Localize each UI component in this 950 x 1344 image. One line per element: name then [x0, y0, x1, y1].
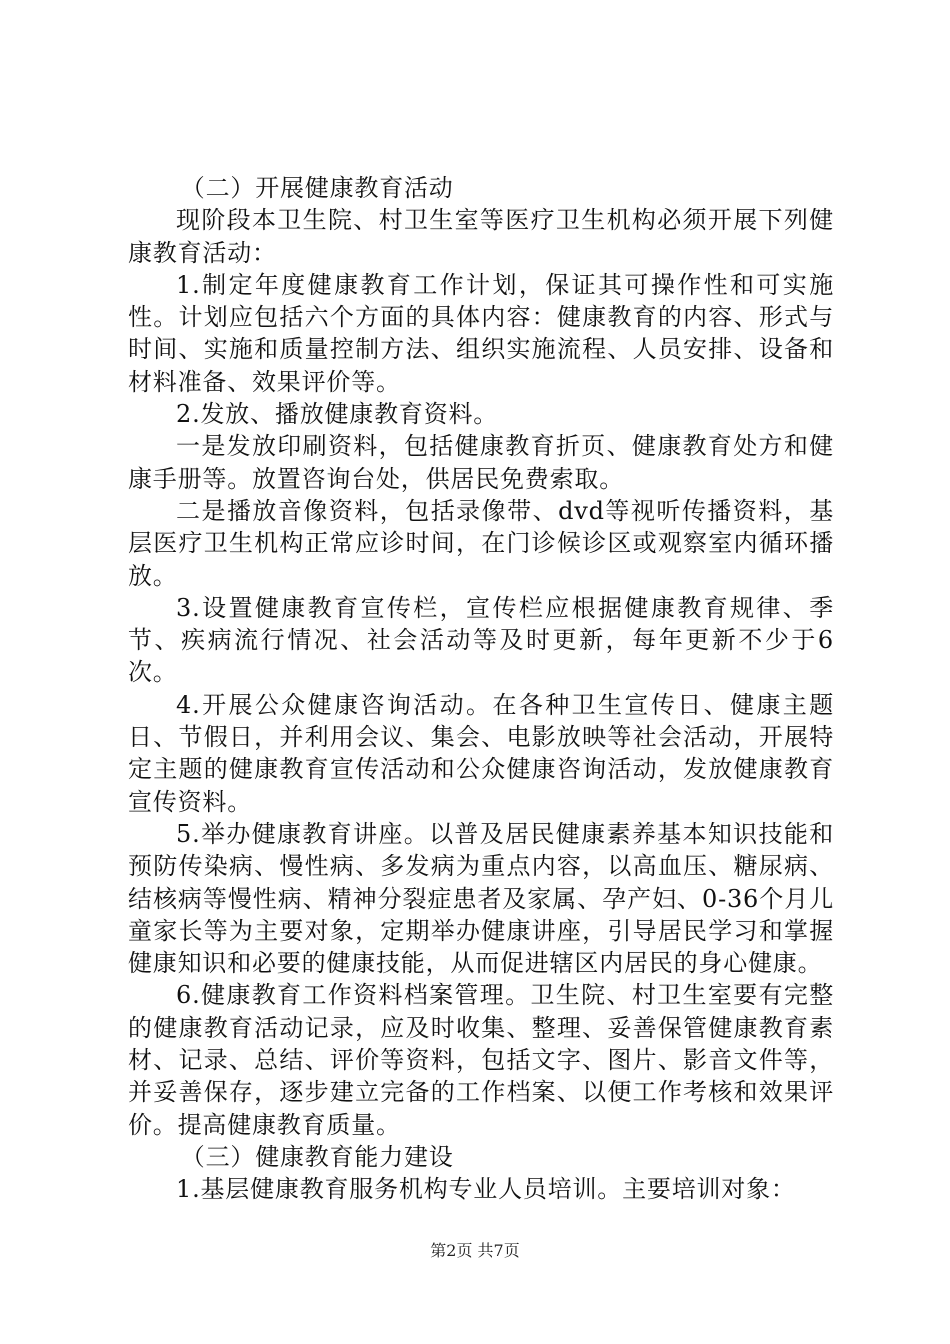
document-body [128, 172, 834, 1206]
paragraph-item-5: 5.举办健康教育讲座。以普及居民健康素养基本知识技能和预防传染病、慢性病、多发病为重点内容，以高血压、糖尿病、结核病等慢性病、精神分裂症患者及家属、孕产妇、0-36个月儿童家长等为主要对象，定期举办健康讲座，引导居民学习和掌握健康知识和必要的健康技能，从而促进辖区内居民的身心健康。 [128, 819, 834, 978]
paragraph-item-4: 4.开展公众健康咨询活动。在各种卫生宣传日、健康主题日、节假日，并利用会议、集会、电影放映等社会活动，开展特定主题的健康教育宣传活动和公众健康咨询活动，发放健康教育宣传资料。 [128, 690, 834, 816]
paragraph-item-2-print: 一是发放印刷资料，包括健康教育折页、健康教育处方和健康手册等。放置咨询台处，供居民免费索取。 [128, 432, 834, 493]
paragraph-intro: 现阶段本卫生院、村卫生室等医疗卫生机构必须开展下列健康教育活动： [128, 206, 834, 267]
paragraph-item-6: 6.健康教育工作资料档案管理。卫生院、村卫生室要有完整的健康教育活动记录，应及时收集、整理、妥善保管健康教育素材、记录、总结、评价等资料，包括文字、图片、影音文件等，并妥善保存，逐步建立完备的工作档案、以便工作考核和效果评价。提高健康教育质量。 [128, 981, 834, 1139]
paragraph-training: 1.基层健康教育服务机构专业人员培训。主要培训对象： [176, 1175, 796, 1204]
section-heading-2: （二）开展健康教育活动 [180, 174, 454, 202]
section-heading-3: （三）健康教育能力建设 [180, 1142, 454, 1171]
paragraph-item-1: 1.制定年度健康教育工作计划，保证其可操作性和可实施性。计划应包括六个方面的具体内容：健康教育的内容、形式与时间、实施和质量控制方法、组织实施流程、人员安排、设备和材料准备、效果评价等。 [128, 270, 834, 396]
paragraph-item-3: 3.设置健康教育宣传栏，宣传栏应根据健康教育规律、季节、疾病流行情况、社会活动等及时更新，每年更新不少于6次。 [128, 593, 834, 687]
page-footer: 第2页 共7页 [430, 1241, 520, 1260]
paragraph-item-2: 2.发放、播放健康教育资料。 [176, 400, 499, 429]
paragraph-item-2-video: 二是播放音像资料，包括录像带、dvd等视听传播资料，基层医疗卫生机构正常应诊时间，在门诊候诊区或观察室内循环播放。 [128, 496, 834, 590]
